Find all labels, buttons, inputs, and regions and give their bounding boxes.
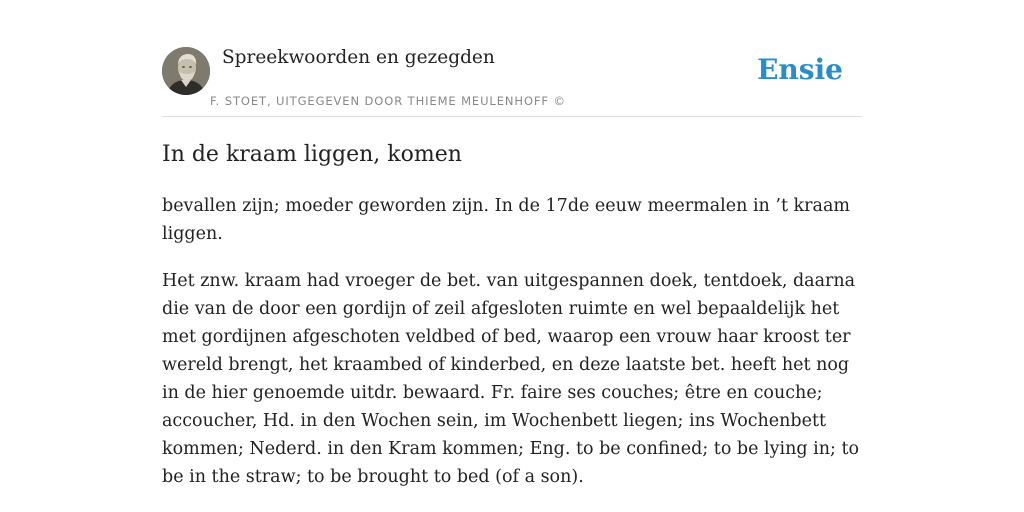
ensie-logo[interactable]: Ensie bbox=[757, 53, 843, 86]
entry-definition: bevallen zijn; moeder geworden zijn. In de 17de eeuw meermalen in ’t kraam liggen. bbox=[162, 196, 850, 244]
entry-explanation: Het znw. kraam had vroeger de bet. van uitgespannen doek, tentdoek, daarna die van de door een gordijn of zeil afgesloten ruimte en wel bepaaldelijk het met gordijnen afgeschoten veldbed of bed, waarop een vrouw haar kroost ter wereld brengt, het kraambed of kinderbed, en deze laatste bet. heeft het nog in de hier genoemde uitdr. bewaard. Fr. faire ses couches; être en couche; accoucher, Hd. in den Wochen sein, im Wochenbett liegen; ins Wochenbett kommen; Nederd. in den Kram kommen; Eng. to be confined; to be lying in; to be in the straw; to be brought to bed (of a son). bbox=[162, 271, 860, 487]
source-attribution: F. STOET, UITGEGEVEN DOOR THIEME MEULENHOFF © bbox=[210, 94, 566, 108]
source-header bbox=[162, 0, 862, 117]
author-avatar[interactable] bbox=[162, 47, 210, 95]
page bbox=[162, 0, 862, 512]
author-portrait-icon bbox=[162, 47, 210, 95]
source-title[interactable]: Spreekwoorden en gezegden bbox=[222, 47, 495, 68]
entry-title: In de kraam liggen, komen bbox=[162, 142, 462, 167]
